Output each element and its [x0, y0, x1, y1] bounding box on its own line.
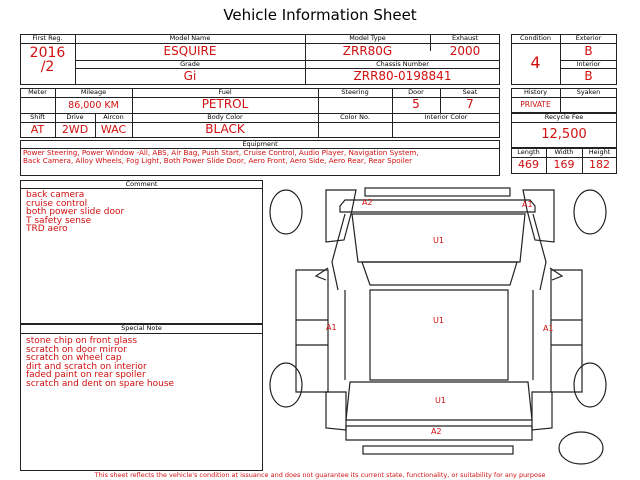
height-label: Height	[588, 148, 611, 156]
width-value: 169	[553, 158, 575, 171]
history-value: PRIVATE	[520, 100, 551, 109]
mileage-label: Mileage	[80, 88, 107, 96]
right-a-pillar	[533, 214, 546, 290]
damage-tailgate: U1	[435, 396, 446, 405]
length-label: Length	[517, 148, 540, 156]
door-label: Door	[408, 88, 424, 96]
aircon-label: Aircon	[103, 113, 124, 121]
seat-label: Seat	[462, 88, 478, 96]
interior-label: Interior	[576, 60, 601, 68]
height-value: 182	[589, 158, 610, 171]
first-reg-value: 2016 /2	[29, 46, 66, 74]
list-item: scratch and dent on spare house	[26, 378, 175, 389]
front-left-wheel	[270, 190, 302, 234]
chassis-label: Chassis Number	[376, 60, 429, 68]
interior-color-label: Interior Color	[424, 113, 468, 121]
damage-rear: A2	[431, 427, 442, 436]
mileage-value: 86,000 KM	[68, 100, 119, 111]
list-item: scratch on wheel cap	[26, 353, 122, 364]
sheet-title: Vehicle Information Sheet	[223, 6, 417, 24]
list-item: dirt and scratch on interior	[26, 361, 147, 372]
fuel-label: Fuel	[218, 88, 232, 96]
drive-label: Drive	[66, 113, 84, 121]
damage-roof: U1	[433, 316, 444, 325]
spare-tire	[559, 432, 603, 464]
model-name-label: Model Name	[169, 34, 211, 42]
damage-front-right: A1	[522, 200, 533, 209]
damage-hood: U1	[433, 236, 444, 245]
condition-value: 4	[530, 53, 541, 72]
chassis-value: ZRR80-0198841	[353, 69, 452, 83]
meter-label: Meter	[28, 88, 47, 96]
right-side-body	[551, 270, 582, 392]
history-label: History	[523, 88, 548, 96]
list-item: stone chip on front glass	[26, 336, 138, 346]
damage-left-side: A1	[326, 323, 337, 332]
rear-step-outline	[363, 446, 513, 454]
list-item: faded paint on rear spoiler	[26, 370, 146, 381]
exterior-value: B	[584, 44, 593, 58]
syaken-label: Syaken	[576, 88, 601, 96]
aircon-value: WAC	[100, 123, 127, 136]
grade-label: Grade	[180, 60, 200, 68]
exhaust-value: 2000	[449, 44, 481, 58]
fuel-value: PETROL	[201, 97, 249, 111]
seat-value: 7	[466, 97, 474, 111]
first-reg-label: First Reg.	[32, 34, 63, 42]
color-no-label: Color No.	[340, 113, 370, 121]
damage-front-left: A2	[362, 198, 373, 207]
steering-label: Steering	[341, 88, 369, 96]
grade-value: Gi	[183, 69, 197, 83]
list-item: T safety sense	[26, 215, 92, 226]
special-note-label: Special Note	[121, 324, 162, 332]
interior-value: B	[584, 69, 593, 83]
model-type-value: ZRR80G	[342, 44, 393, 58]
list-item: back camera	[26, 190, 85, 200]
drive-value: 2WD	[61, 123, 89, 136]
condition-label: Condition	[519, 34, 552, 42]
exterior-label: Exterior	[575, 34, 602, 42]
recycle-label: Recycle Fee	[544, 113, 584, 121]
exhaust-label: Exhaust	[451, 34, 479, 42]
length-value: 469	[518, 158, 539, 171]
body-color-value: BLACK	[205, 122, 245, 136]
model-type-label: Model Type	[349, 34, 386, 42]
door-value: 5	[412, 97, 420, 111]
width-label: Width	[554, 148, 574, 156]
list-item: cruise control	[26, 198, 88, 209]
rear-right-quarter	[532, 392, 552, 430]
left-side-body	[296, 270, 328, 392]
list-item: TRD aero	[26, 224, 68, 235]
rear-left-quarter	[326, 392, 346, 430]
comment-label: Comment	[125, 180, 158, 188]
equipment-text: Power Steering, Power Window -All, ABS, Air Bag, Push Start, Cruise Control, Audio Player, Navigation System, Back Camera, Alloy Wheels, Fog Light, Both Power Slide Door, Aero Front, Aero Side, Aero Rear, Rear Spoiler	[23, 149, 419, 166]
rear-left-wheel	[270, 363, 302, 407]
shift-value: AT	[30, 123, 45, 136]
list-item: scratch on door mirror	[26, 344, 127, 355]
front-right-wheel	[574, 190, 606, 234]
front-left-fender	[326, 190, 356, 242]
recycle-value: 12,500	[541, 127, 587, 142]
roof-outline	[370, 290, 508, 380]
shift-label: Shift	[30, 113, 45, 121]
damage-right-side: A1	[543, 324, 554, 333]
front-bumper-outline	[365, 188, 510, 196]
windshield-outline	[362, 262, 517, 285]
left-a-pillar	[332, 214, 345, 290]
list-item: both power slide door	[26, 207, 125, 218]
model-name-value: ESQUIRE	[163, 44, 217, 58]
body-color-label: Body Color	[207, 113, 243, 121]
disclaimer: This sheet reflects the vehicle's condition at issuance and does not guarantee its current state, functionality, or suitability for any purpose	[94, 471, 546, 479]
equipment-label: Equipment	[242, 140, 278, 148]
rear-right-wheel	[574, 363, 606, 407]
